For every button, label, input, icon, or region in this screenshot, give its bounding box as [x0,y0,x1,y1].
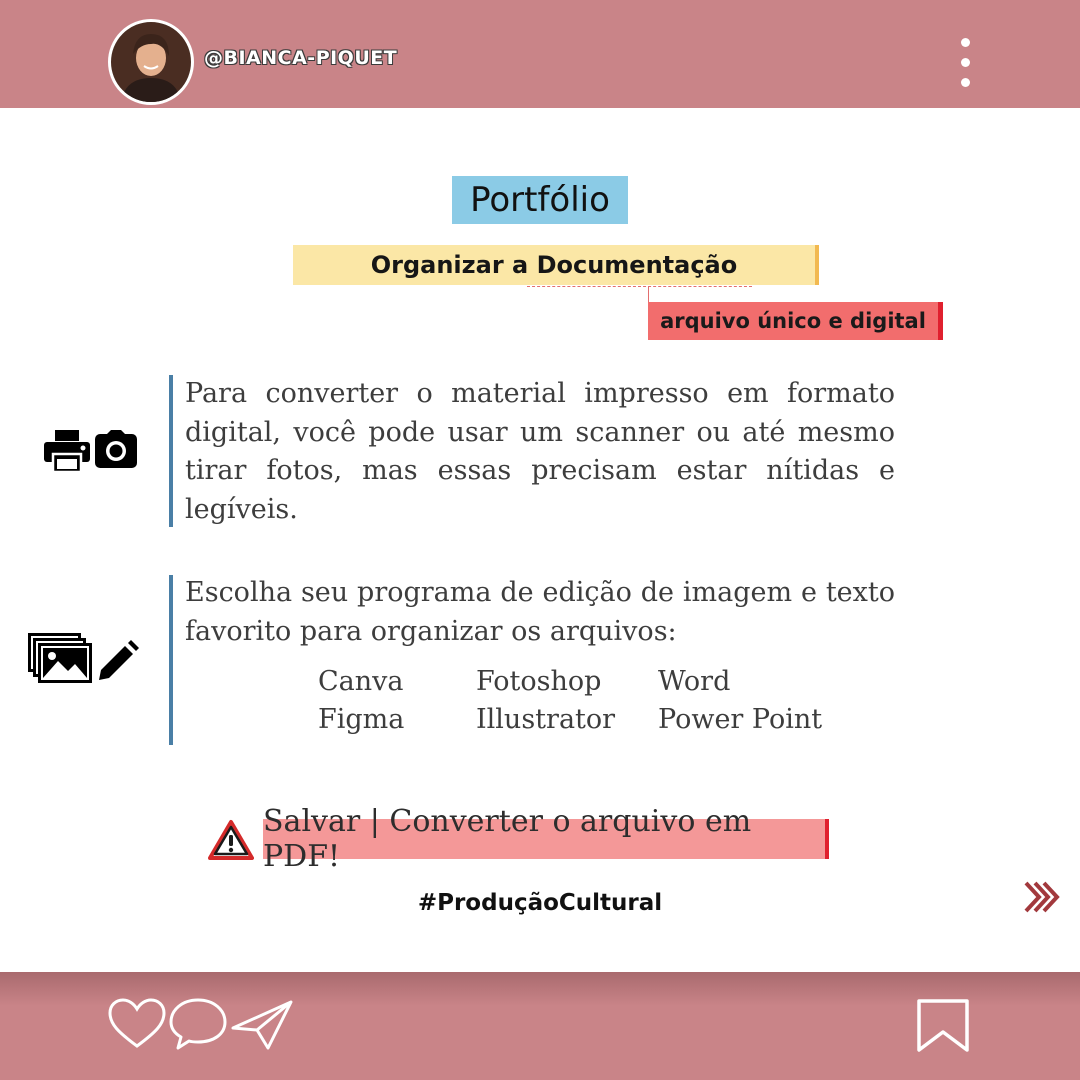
hashtag[interactable]: #ProduçãoCultural [417,890,663,916]
scan-instructions: Para converter o material impresso em formato digital, você pode usar um scanner ou até mesmo tirar fotos, mas essas precisam estar nítidas e legíveis. [185,378,895,525]
page-title: Portfólio [470,180,610,220]
comment-icon[interactable] [168,996,228,1056]
chevron-right-icon[interactable] [1024,880,1062,918]
printer-icon [44,430,90,476]
list-item: Word [658,666,731,697]
more-vertical-icon[interactable] [955,36,977,96]
software-instructions: Escolha seu programa de edição de imagem e texto favorito para organizar os arquivos: [185,577,895,647]
camera-icon [95,430,137,474]
annotation-tag: arquivo único e digital [648,302,943,340]
heart-icon[interactable] [108,998,166,1054]
username-handle[interactable]: @BIANCA-PIQUET [204,47,398,69]
list-item: Power Point [658,704,823,735]
warning-icon [208,819,254,865]
subtitle: Organizar a Documentação [370,251,738,279]
images-icon [28,633,92,687]
pencil-icon [97,640,139,686]
list-item: Fotoshop [476,666,602,697]
avatar[interactable] [108,19,194,105]
bookmark-icon[interactable] [915,998,971,1058]
section-rule [169,575,173,745]
list-item: Figma [318,704,405,735]
annotation-underline [527,286,752,287]
send-icon[interactable] [230,998,294,1056]
list-item: Illustrator [476,704,616,735]
section-rule [169,375,173,527]
list-item: Canva [318,666,404,697]
warning-text: Salvar | Converter o arquivo em PDF! [263,804,752,874]
